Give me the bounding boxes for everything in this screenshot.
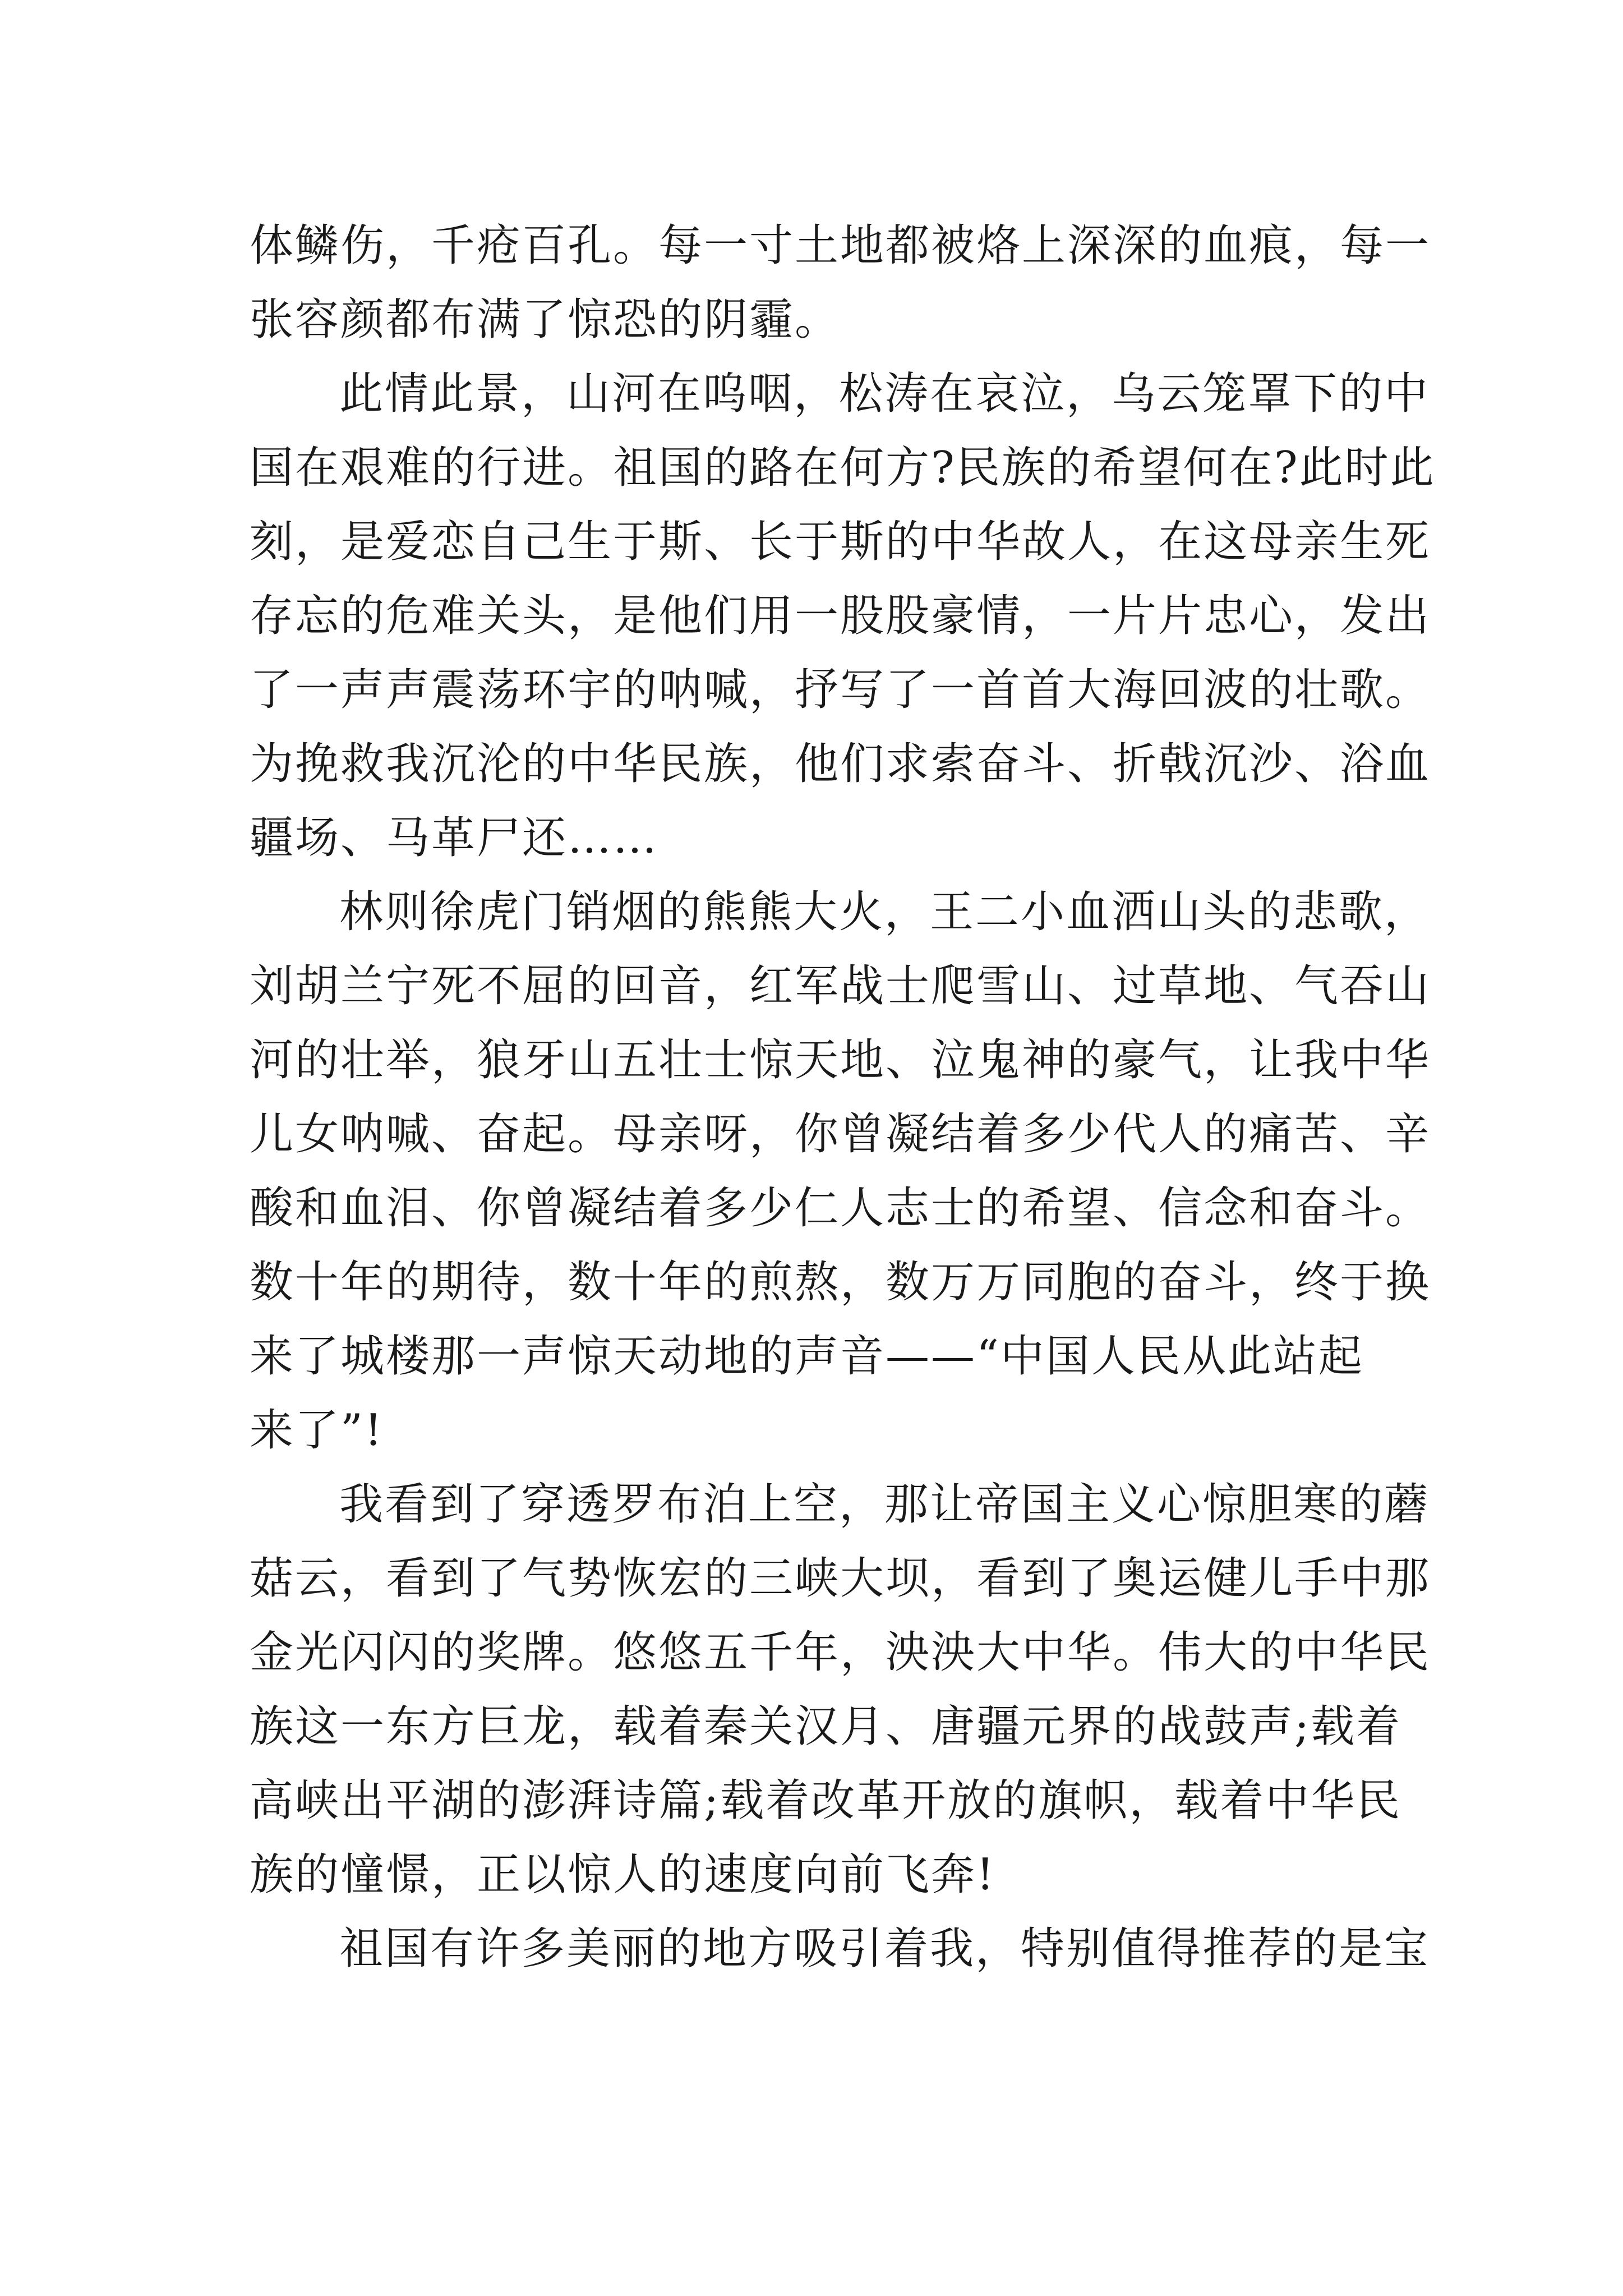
paragraph bbox=[250, 357, 1436, 875]
text-line: 此情此景，山河在呜咽，松涛在哀泣，乌云笼罩下的中 bbox=[339, 369, 1430, 419]
text-line: 儿女呐喊、奋起。母亲呀，你曾凝结着多少代人的痛苦、辛 bbox=[250, 1109, 1431, 1159]
text-line: 我看到了穿透罗布泊上空，那让帝国主义心惊胆寒的蘑 bbox=[339, 1479, 1430, 1530]
text-line: 祖国有许多美丽的地方吸引着我，特别值得推荐的是宝 bbox=[339, 1924, 1430, 1974]
text-line: 林则徐虎门销烟的熊熊大火，王二小血洒山头的悲歌， bbox=[339, 887, 1430, 937]
text-line: 高峡出平湖的澎湃诗篇;载着改革开放的旗帜，载着中华民 bbox=[250, 1775, 1402, 1826]
text-line: 刘胡兰宁死不屈的回音，红军战士爬雪山、过草地、气吞山 bbox=[250, 961, 1431, 1011]
text-line: 体鳞伤，千疮百孔。每一寸土地都被烙上深深的血痕，每一 bbox=[250, 220, 1431, 271]
paragraph bbox=[250, 1467, 1431, 1912]
text-line: 国在艰难的行进。祖国的路在何方?民族的希望何在?此时此 bbox=[250, 443, 1436, 493]
text-line: 了一声声震荡环宇的呐喊，抒写了一首首大海回波的壮歌。 bbox=[250, 665, 1431, 715]
text-line: 菇云，看到了气势恢宏的三峡大坝，看到了奥运健儿手中那 bbox=[250, 1553, 1431, 1604]
text-line: 存忘的危难关头，是他们用一股股豪情，一片片忠心，发出 bbox=[250, 591, 1431, 641]
text-line: 酸和血泪、你曾凝结着多少仁人志士的希望、信念和奋斗。 bbox=[250, 1183, 1431, 1234]
paragraph bbox=[250, 1912, 1430, 1986]
text-line: 金光闪闪的奖牌。悠悠五千年，泱泱大中华。伟大的中华民 bbox=[250, 1627, 1431, 1678]
text-line: 来了城楼那一声惊天动地的声音——“中国人民从此站起 bbox=[250, 1331, 1364, 1382]
text-line: 来了”! bbox=[250, 1405, 384, 1456]
text-line: 为挽救我沉沦的中华民族，他们求索奋斗、折戟沉沙、浴血 bbox=[250, 739, 1431, 789]
text-line: 数十年的期待，数十年的煎熬，数万万同胞的奋斗，终于换 bbox=[250, 1257, 1431, 1308]
text-line: 疆场、马革尸还…… bbox=[250, 813, 659, 863]
document-body bbox=[250, 209, 1436, 1986]
text-line: 族的憧憬，正以惊人的速度向前飞奔! bbox=[250, 1849, 996, 1900]
text-line: 张容颜都布满了惊恐的阴霾。 bbox=[250, 295, 841, 345]
paragraph bbox=[250, 875, 1431, 1467]
text-line: 刻，是爱恋自己生于斯、长于斯的中华故人，在这母亲生死 bbox=[250, 517, 1431, 567]
text-line: 河的壮举，狼牙山五壮士惊天地、泣鬼神的豪气，让我中华 bbox=[250, 1035, 1431, 1085]
paragraph bbox=[250, 209, 1431, 357]
text-line: 族这一东方巨龙，载着秦关汉月、唐疆元界的战鼓声;载着 bbox=[250, 1701, 1402, 1752]
